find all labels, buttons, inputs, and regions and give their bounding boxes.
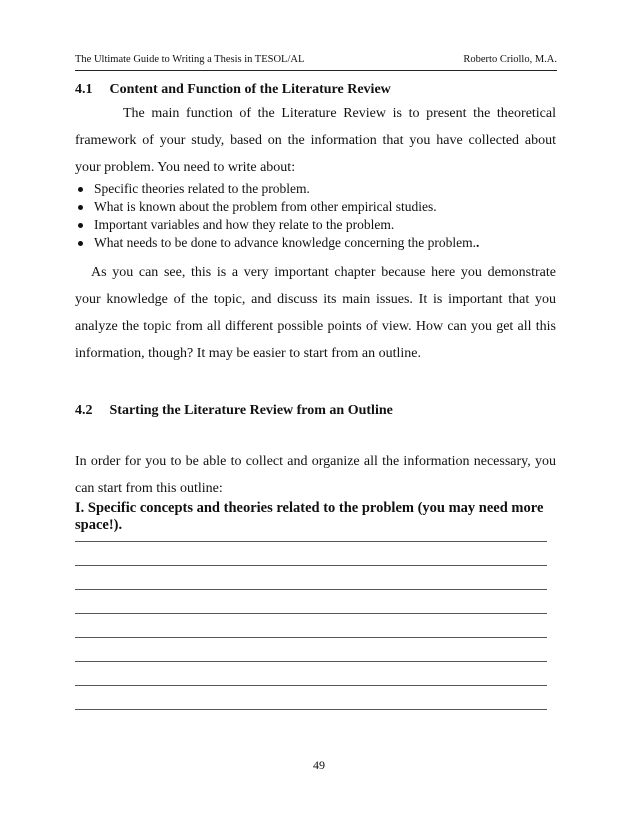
list-item-text: What needs to be done to advance knowledge concerning the problem. <box>94 235 476 250</box>
list-item-text: Important variables and how they relate to the problem. <box>94 217 395 232</box>
header-author: Roberto Criollo, M.A. <box>463 54 557 65</box>
page-number: 49 <box>313 758 325 772</box>
outline-heading: I. Specific concepts and theories related to the problem (you may need more space!). <box>75 500 544 533</box>
writing-blank-line <box>75 709 547 710</box>
bold-period: . <box>476 235 480 250</box>
writing-blank-line <box>75 589 547 590</box>
list-item-text: Specific theories related to the problem. <box>94 181 310 196</box>
section-4-2-heading <box>75 402 393 420</box>
writing-blank-line <box>75 565 547 566</box>
list-item <box>75 234 556 252</box>
writing-blank-line <box>75 661 547 662</box>
writing-blank-line <box>75 541 547 542</box>
list-item-text: What is known about the problem from other empirical studies. <box>94 199 437 214</box>
topic-bullet-list <box>75 180 556 252</box>
list-item <box>75 180 556 198</box>
section-4-1-heading <box>75 81 391 99</box>
list-item <box>75 216 556 234</box>
bullet-icon <box>78 205 83 210</box>
running-header <box>75 53 557 67</box>
section-4-2-intro: In order for you to be able to collect and organize all the information necessary, you can start from this outline: <box>75 454 556 496</box>
writing-blank-line <box>75 637 547 638</box>
section-4-2-number: 4.2 <box>75 403 93 418</box>
writing-blank-line <box>75 685 547 686</box>
bullet-icon <box>78 223 83 228</box>
header-rule <box>75 70 557 71</box>
header-book-title: The Ultimate Guide to Writing a Thesis in TESOL/AL <box>75 54 305 65</box>
section-4-1-title: Content and Function of the Literature Review <box>109 82 391 97</box>
section-4-1-number: 4.1 <box>75 82 93 97</box>
bullet-icon <box>78 187 83 192</box>
section-4-1-intro: The main function of the Literature Review is to present the theoretical framework of your study, based on the information that you have collected about your problem. You need to write about: <box>75 106 556 175</box>
section-4-1-closing: As you can see, this is a very important chapter because here you demonstrate your knowledge of the topic, and discuss its main issues. It is important that you analyze the topic from all different possible points of view. How can you get all this information, though? It may be easier to start from an outline. <box>75 265 556 361</box>
list-item <box>75 198 556 216</box>
writing-blank-line <box>75 613 547 614</box>
bullet-icon <box>78 241 83 246</box>
section-4-2-title: Starting the Literature Review from an Outline <box>109 403 393 418</box>
